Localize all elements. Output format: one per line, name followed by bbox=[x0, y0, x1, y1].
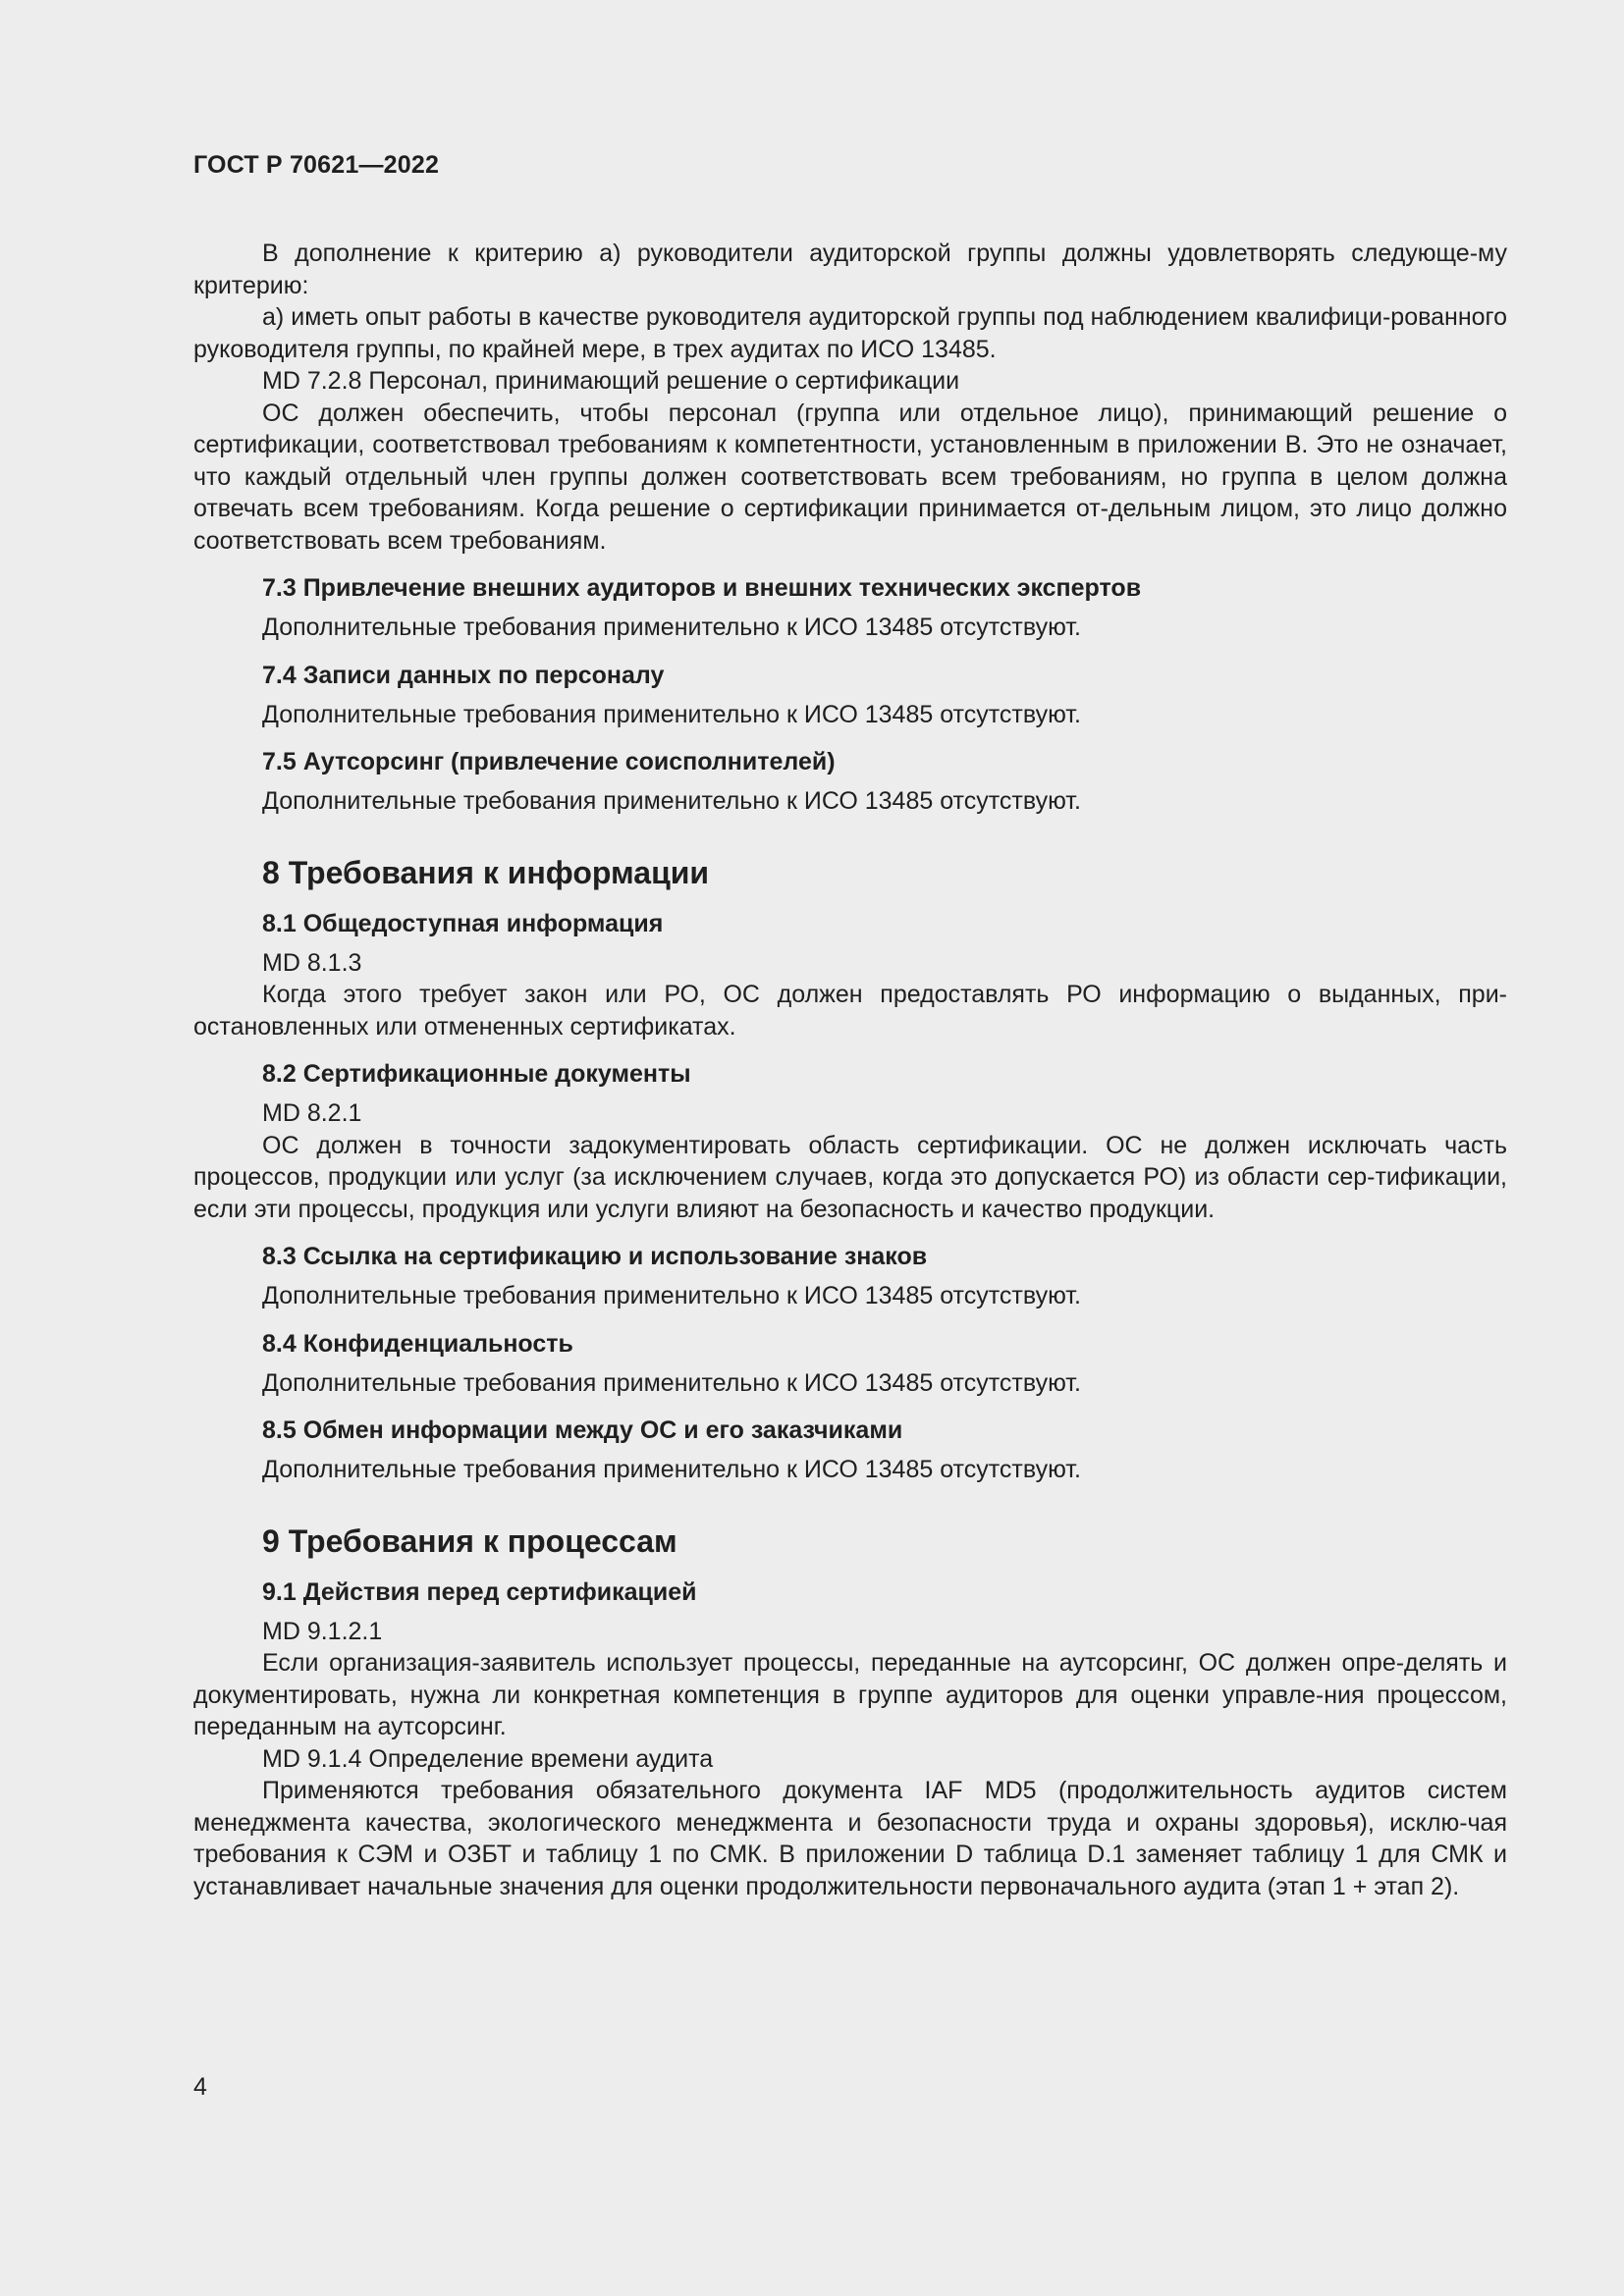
section-heading-8-2: 8.2 Сертификационные документы bbox=[262, 1060, 691, 1088]
paragraph: Дополнительные требования применительно к ИСО 13485 отсутствуют. bbox=[262, 1282, 1081, 1309]
paragraph: Дополнительные требования применительно к ИСО 13485 отсутствуют. bbox=[262, 614, 1081, 641]
paragraph: Когда этого требует закон или РО, ОС должен предоставлять РО информацию о выданных, при-остановленных или отмененных сертификатах. bbox=[193, 981, 1507, 1041]
section-heading-7-4: 7.4 Записи данных по персоналу bbox=[262, 661, 665, 689]
section-heading-7-5: 7.5 Аутсорсинг (привлечение соисполнителей) bbox=[262, 748, 836, 775]
chapter-heading-9: 9 Требования к процессам bbox=[262, 1522, 677, 1559]
paragraph: Дополнительные требования применительно к ИСО 13485 отсутствуют. bbox=[262, 1456, 1081, 1483]
md-clause-label: MD 8.1.3 bbox=[262, 948, 362, 977]
paragraph: Дополнительные требования применительно к ИСО 13485 отсутствуют. bbox=[262, 1368, 1081, 1397]
paragraph: ОС должен в точности задокументировать область сертификации. ОС не должен исключать часть процессов, продукции или услуг (за исключением случаев, когда это допускается РО) из области сер-тификации, если эти процессы, продукция или услуги влияют на безопасность и качество продукции. bbox=[193, 1131, 1507, 1223]
section-heading-7-3: 7.3 Привлечение внешних аудиторов и внешних технических экспертов bbox=[262, 574, 1142, 602]
section-heading-8-4: 8.4 Конфиденциальность bbox=[262, 1329, 573, 1358]
paragraph: Дополнительные требования применительно к ИСО 13485 отсутствуют. bbox=[262, 787, 1081, 815]
paragraph: Если организация-заявитель использует процессы, переданные на аутсорсинг, ОС должен опре-делять и документировать, нужна ли конкретная компетенция в группе аудиторов для оценки управле-ния процессом, переданным на аутсорсинг. bbox=[193, 1649, 1507, 1740]
section-heading-8-1: 8.1 Общедоступная информация bbox=[262, 909, 664, 937]
paragraph: Применяются требования обязательного документа IAF MD5 (продолжительность аудитов систем менеджмента качества, экологического менеджмента и безопасности труда и охраны здоровья), исклю-чая требования к СЭМ и ОЗБТ и таблицу 1 по СМК. В приложении D таблица D.1 заменяет таблицу 1 для СМК и устанавливает начальные значения для оценки продолжительности первоначального аудита (этап 1 + этап 2). bbox=[193, 1777, 1507, 1900]
section-heading-8-5: 8.5 Обмен информации между ОС и его заказчиками bbox=[262, 1416, 903, 1444]
chapter-heading-8: 8 Требования к информации bbox=[262, 854, 710, 890]
document-code: ГОСТ Р 70621—2022 bbox=[193, 151, 440, 179]
page-number: 4 bbox=[193, 2073, 207, 2101]
md-clause-label: MD 9.1.4 Определение времени аудита bbox=[262, 1744, 714, 1773]
paragraph: Дополнительные требования применительно к ИСО 13485 отсутствуют. bbox=[262, 700, 1081, 728]
md-clause-label: MD 9.1.2.1 bbox=[262, 1617, 383, 1645]
section-heading-9-1: 9.1 Действия перед сертификацией bbox=[262, 1577, 697, 1606]
paragraph: В дополнение к критерию а) руководители аудиторской группы должны удовлетворять следующе-му критерию: bbox=[193, 240, 1507, 299]
md-clause-label: MD 8.2.1 bbox=[262, 1099, 362, 1127]
document-page bbox=[193, 143, 1507, 1902]
section-heading-8-3: 8.3 Ссылка на сертификацию и использование знаков bbox=[262, 1243, 928, 1270]
paragraph: ОС должен обеспечить, чтобы персонал (группа или отдельное лицо), принимающий решение о сертификации, соответствовал требованиям к компетентности, установленным в приложении В. Это не означает, что каждый отдельный член группы должен соответствовать всем требованиям, но группа в целом должна отвечать всем требованиям. Когда решение о сертификации принимается от-дельным лицом, это лицо должно соответствовать всем требованиям. bbox=[193, 399, 1507, 555]
paragraph: а) иметь опыт работы в качестве руководителя аудиторской группы под наблюдением квалифици-рованного руководителя группы, по крайней мере, в трех аудитах по ИСО 13485. bbox=[193, 303, 1507, 363]
md-clause-label: MD 7.2.8 Персонал, принимающий решение о сертификации bbox=[262, 367, 960, 395]
